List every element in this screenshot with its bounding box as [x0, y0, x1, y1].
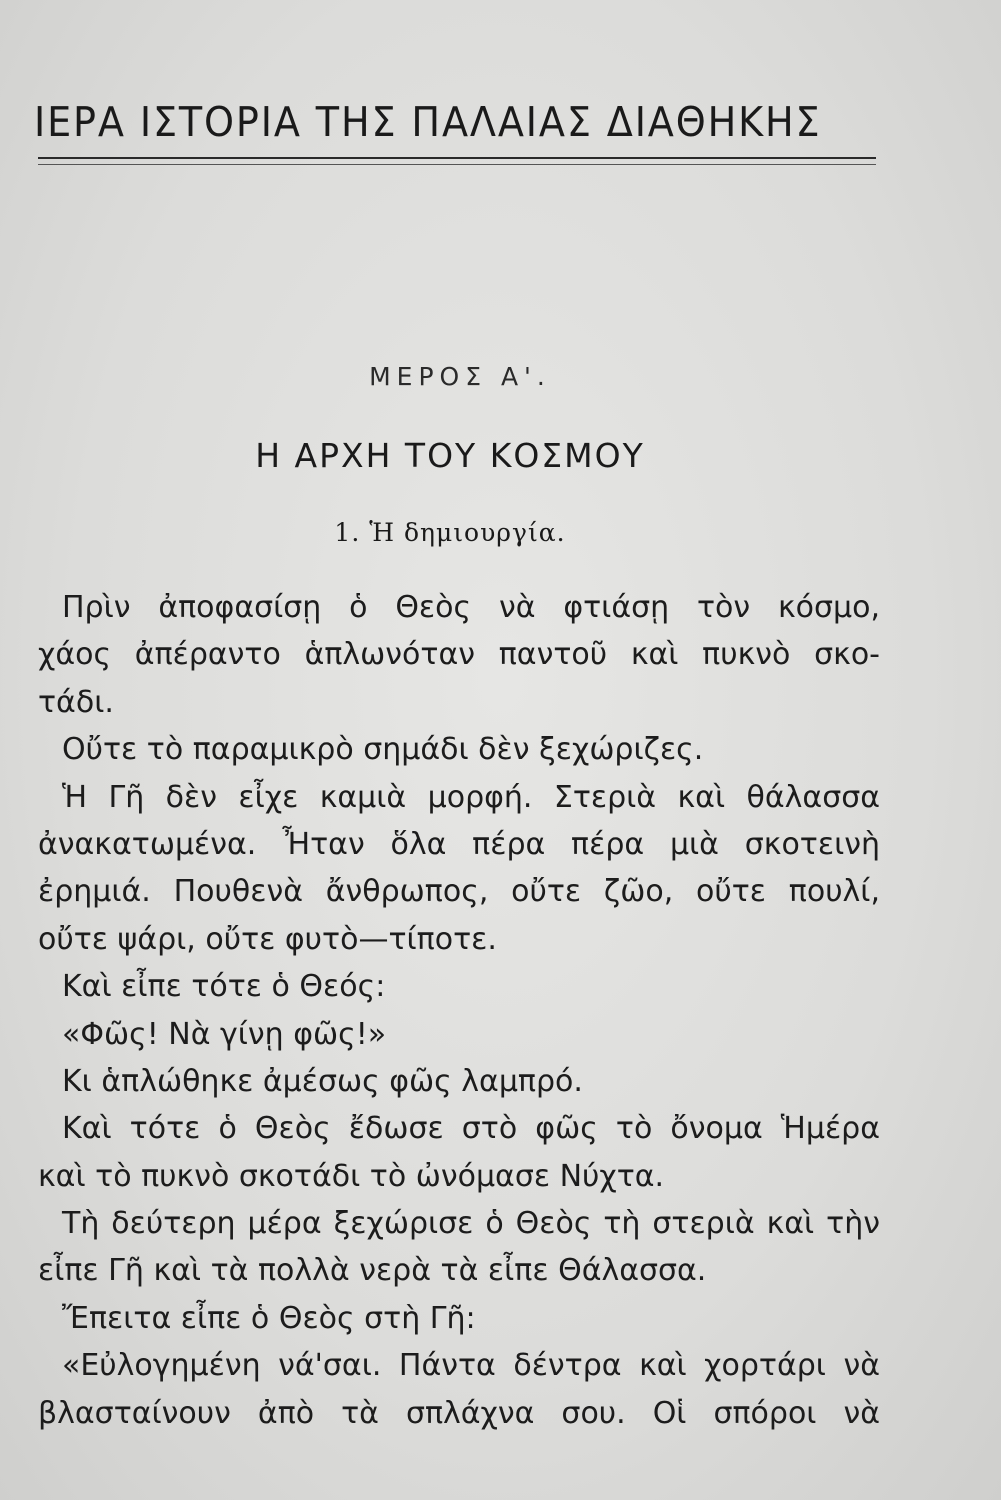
running-header: ΙΕΡΑ ΙΣΤΟΡΙΑ ΤΗΣ ΠΑΛΑΙΑΣ ΔΙΑΘΗΚΗΣ [34, 98, 822, 146]
header-rule [38, 157, 876, 159]
body-line: ἐρημιά. Πουθενὰ ἄνθρωπος, οὔτε ζῶο, οὔτε πουλί, [38, 874, 880, 910]
chapter-title: Η ΑΡΧΗ ΤΟΥ ΚΟΣΜΟΥ [255, 436, 645, 475]
body-line: οὔτε ψάρι, οὔτε φυτὸ—τίποτε. [38, 921, 497, 957]
body-line: Καὶ εἶπε τότε ὁ Θεός: [62, 969, 386, 1005]
header-rule-thin [38, 164, 876, 165]
section-title: 1. Ἡ δημιουργία. [334, 518, 566, 547]
body-line: «Εὐλογημένη νά'σαι. Πάντα δέντρα καὶ χορτάρι νὰ [62, 1348, 880, 1384]
body-line: Τὴ δεύτερη μέρα ξεχώρισε ὁ Θεὸς τὴ στεριὰ καὶ τὴν [62, 1206, 880, 1242]
body-line: τάδι. [38, 684, 114, 720]
body-line: Κι ἁπλώθηκε ἀμέσως φῶς λαμπρό. [62, 1063, 583, 1099]
body-line: Ἔπειτα εἶπε ὁ Θεὸς στὴ Γῆ: [62, 1300, 476, 1336]
body-line: βλασταίνουν ἀπὸ τὰ σπλάχνα σου. Οἱ σπόροι νὰ [38, 1395, 880, 1431]
body-line: Οὔτε τὸ παραμικρὸ σημάδι δὲν ξεχώριζες. [62, 732, 704, 768]
body-line: εἶπε Γῆ καὶ τὰ πολλὰ νερὰ τὰ εἶπε Θάλασσα. [38, 1253, 707, 1289]
body-line: χάος ἀπέραντο ἁπλωνόταν παντοῦ καὶ πυκνὸ σκο- [38, 637, 880, 673]
body-text [38, 584, 880, 1437]
body-line: Ἡ Γῆ δὲν εἶχε καμιὰ μορφή. Στεριὰ καὶ θάλασσα [62, 779, 880, 815]
body-line: καὶ τὸ πυκνὸ σκοτάδι τὸ ὠνόμασε Νύχτα. [38, 1158, 665, 1194]
part-label: ΜΕΡΟΣ Α'. [369, 362, 551, 391]
body-line: Πρὶν ἀποφασίσῃ ὁ Θεὸς νὰ φτιάσῃ τὸν κόσμο, [62, 590, 880, 625]
body-line: ἀνακατωμένα. Ἦταν ὅλα πέρα πέρα μιὰ σκοτεινὴ [38, 826, 880, 862]
body-line: «Φῶς! Νὰ γίνῃ φῶς!» [62, 1016, 387, 1052]
body-line: Καὶ τότε ὁ Θεὸς ἔδωσε στὸ φῶς τὸ ὄνομα Ἡμέρα [62, 1111, 880, 1147]
